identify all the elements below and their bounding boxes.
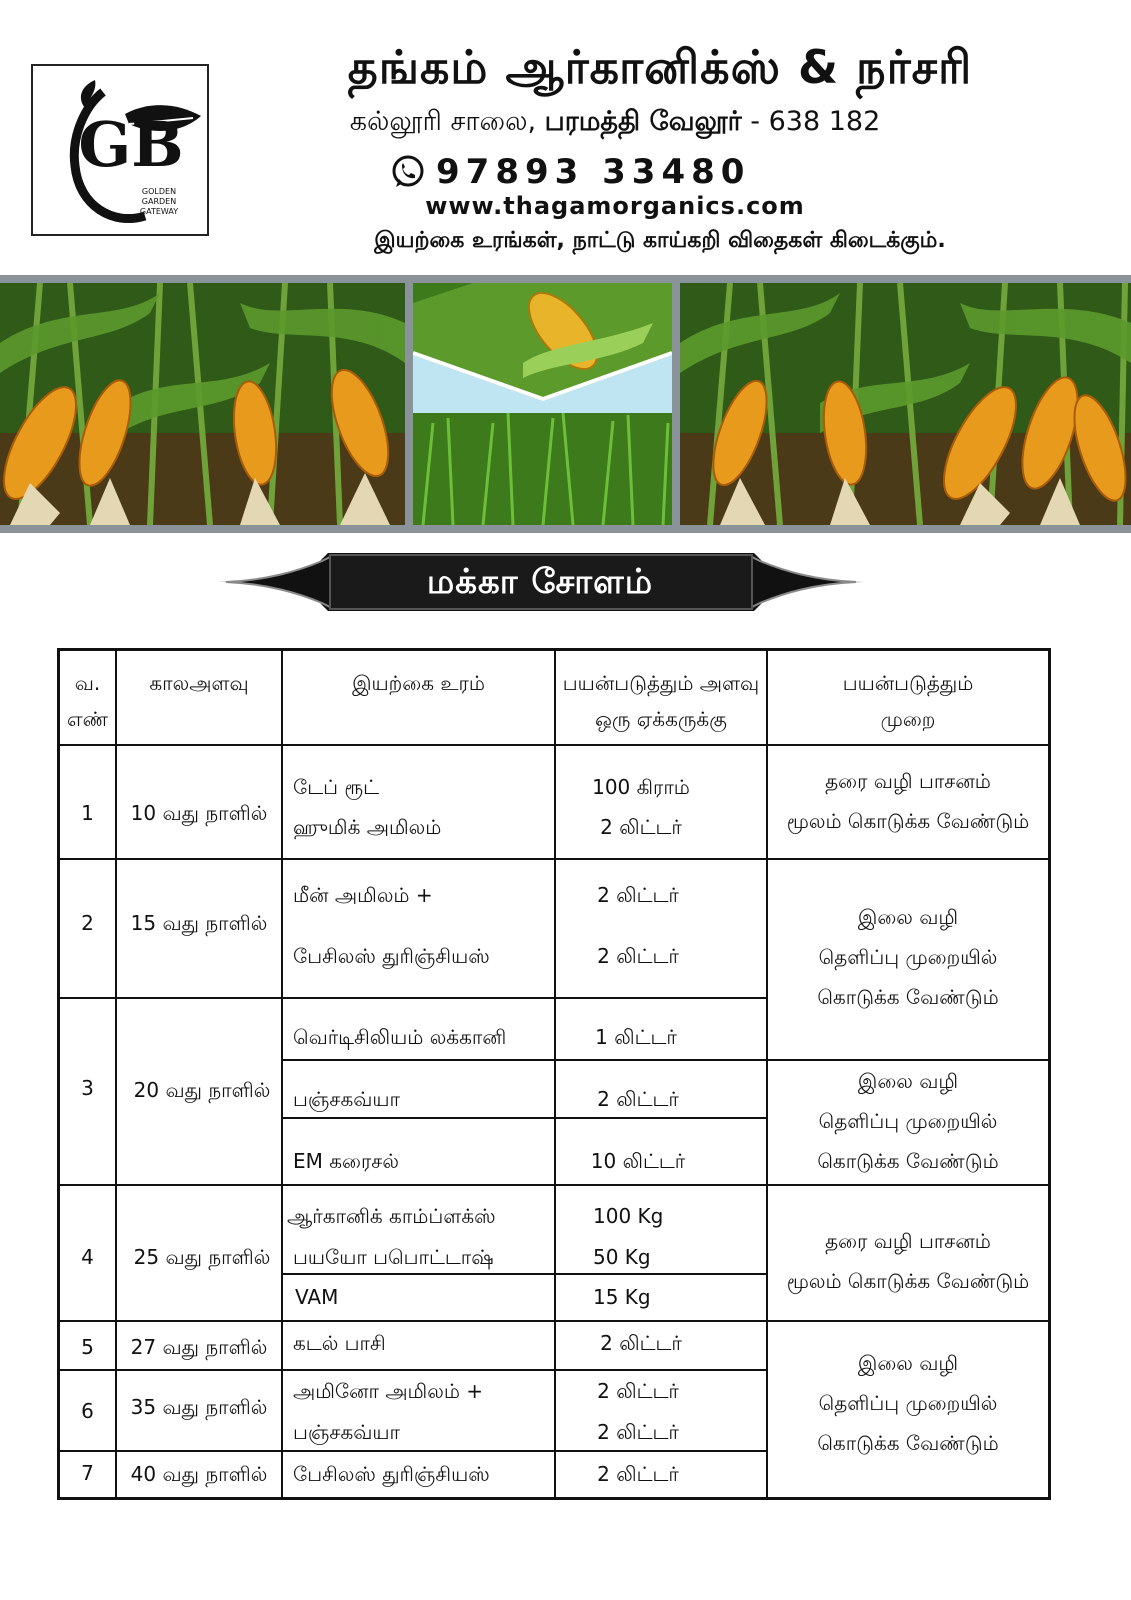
row-6-qty-1: 2 லிட்டர் (597, 1379, 679, 1403)
method-2-line-2: தெளிப்பு முறையில் (818, 945, 998, 969)
row-5-sno: 5 (81, 1335, 94, 1359)
logo-line-3: GATEWAY (139, 207, 179, 216)
address-suffix: - 638 182 (741, 106, 881, 137)
logo-letters: GB (78, 108, 184, 181)
whatsapp-icon (390, 154, 426, 190)
row-4-qty-2: 50 Kg (593, 1245, 651, 1269)
phone-row (390, 150, 750, 194)
row-3-qty-1: 1 லிட்டர் (595, 1025, 677, 1049)
row-2-period: 15 வது நாளில் (130, 911, 268, 935)
maize-field-image-left (0, 283, 405, 525)
row-3-item-1: வெர்டிசிலியம் லக்கானி (293, 1025, 507, 1049)
row-2-qty-1: 2 லிட்டர் (597, 883, 679, 907)
row-2-item-1: மீன் அமிலம் + (293, 883, 433, 907)
method-1-line-2: மூலம் கொடுக்க வேண்டும் (786, 809, 1030, 833)
row-7-sno: 7 (81, 1461, 94, 1485)
row-6-item-2: பஞ்சகவ்யா (293, 1420, 400, 1444)
method-5-line-3: கொடுக்க வேண்டும் (817, 1431, 999, 1455)
header-method-2: முறை (880, 707, 936, 731)
row-3-qty-2: 2 லிட்டர் (597, 1087, 679, 1111)
method-5-line-2: தெளிப்பு முறையில் (818, 1391, 998, 1415)
row-1-item-2: ஹுமிக் அமிலம் (293, 815, 442, 839)
phone-number[interactable]: 97893 33480 (436, 152, 751, 192)
leaf-logo-icon (33, 66, 207, 234)
row-5-qty-1: 2 லிட்டர் (600, 1331, 682, 1355)
header-sno-2: எண் (66, 707, 109, 731)
method-4-line-1: தரை வழி பாசனம் (825, 1229, 991, 1253)
business-title: தங்கம் ஆர்கானிக்ஸ் & நர்சரி (347, 40, 973, 94)
header-fertilizer: இயற்கை உரம் (352, 671, 485, 695)
header-method-1: பயன்படுத்தும் (842, 671, 974, 695)
method-1-line-1: தரை வழி பாசனம் (825, 769, 991, 793)
method-3-line-3: கொடுக்க வேண்டும் (817, 1149, 999, 1173)
row-2-qty-2: 2 லிட்டர் (597, 944, 679, 968)
row-4-period: 25 வது நாளில் (133, 1245, 271, 1269)
logo (31, 64, 209, 236)
crop-heading: மக்கா சோளம் (426, 562, 654, 602)
header-period: காலஅளவு (149, 671, 249, 695)
row-4-item-1: ஆர்கானிக் காம்ப்ளக்ஸ் (287, 1204, 496, 1228)
row-1-item-1: டேப் ரூட் (293, 775, 380, 799)
method-5-line-1: இலை வழி (857, 1351, 959, 1375)
row-4-item-2: பயயோ பபொட்டாஷ் (293, 1245, 494, 1269)
row-7-qty-1: 2 லிட்டர் (597, 1462, 679, 1486)
row-6-period: 35 வது நாளில் (130, 1395, 268, 1419)
header-quantity-1: பயன்படுத்தும் அளவு (562, 671, 760, 695)
row-3-period: 20 வது நாளில் (133, 1078, 271, 1102)
row-4-sno: 4 (81, 1245, 94, 1269)
row-4-item-3: VAM (295, 1285, 339, 1309)
row-3-item-3: EM கரைசல் (293, 1149, 399, 1173)
row-3-sno: 3 (81, 1076, 94, 1100)
method-3-line-2: தெளிப்பு முறையில் (818, 1109, 998, 1133)
row-1-qty-2: 2 லிட்டர் (600, 815, 682, 839)
address-prefix: கல்லூரி சாலை, (349, 106, 545, 137)
row-1-period: 10 வது நாளில் (130, 801, 268, 825)
row-3-item-2: பஞ்சகவ்யா (293, 1087, 400, 1111)
address-town: பரமத்தி வேலூர் (544, 106, 742, 137)
logo-line-2: GARDEN (141, 197, 177, 206)
address (215, 106, 1015, 141)
method-3-line-1: இலை வழி (857, 1069, 959, 1093)
header-quantity-2: ஒரு ஏக்கருக்கு (595, 707, 727, 731)
row-5-item-1: கடல் பாசி (293, 1331, 386, 1355)
row-7-period: 40 வது நாளில் (130, 1462, 268, 1486)
maize-field-image-right (680, 283, 1131, 525)
row-6-qty-2: 2 லிட்டர் (597, 1420, 679, 1444)
row-3-qty-3: 10 லிட்டர் (590, 1149, 686, 1173)
method-2-line-1: இலை வழி (857, 905, 959, 929)
fertilizer-schedule-table (57, 648, 1051, 1500)
row-4-qty-1: 100 Kg (593, 1204, 664, 1228)
row-6-item-1: அமினோ அமிலம் + (293, 1379, 484, 1403)
tagline: இயற்கை உரங்கள், நாட்டு காய்கறி விதைகள் கிடைக்கும். (374, 228, 946, 253)
method-4-line-2: மூலம் கொடுக்க வேண்டும் (786, 1269, 1030, 1293)
row-4-qty-3: 15 Kg (593, 1285, 651, 1309)
row-6-sno: 6 (81, 1399, 94, 1423)
row-2-item-2: பேசிலஸ் துரிஞ்சியஸ் (293, 944, 490, 968)
row-1-sno: 1 (81, 801, 94, 825)
website-link[interactable]: www.thagamorganics.com (425, 192, 805, 220)
header-sno-1: வ. (74, 671, 101, 695)
logo-line-1: GOLDEN (141, 187, 177, 196)
row-2-sno: 2 (81, 911, 94, 935)
maize-photo-banner (0, 275, 1131, 533)
row-5-period: 27 வது நாளில் (130, 1335, 268, 1359)
row-7-item-1: பேசிலஸ் துரிஞ்சியஸ் (293, 1462, 490, 1486)
row-1-qty-1: 100 கிராம் (592, 775, 690, 799)
maize-cob-and-field-image (413, 283, 672, 525)
method-2-line-3: கொடுக்க வேண்டும் (817, 985, 999, 1009)
